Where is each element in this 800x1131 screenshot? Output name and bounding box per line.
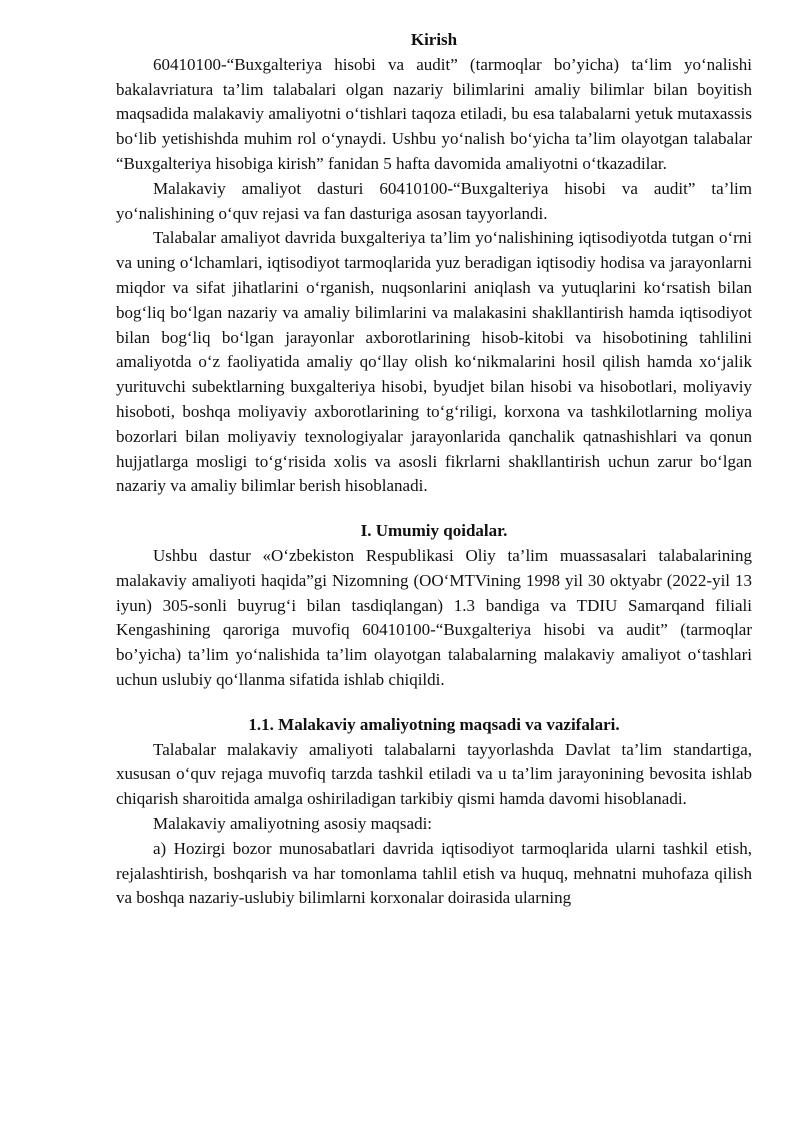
- section-1-1-paragraph-2: Malakaviy amaliyotning asosiy maqsadi:: [153, 813, 433, 833]
- intro-heading: Kirish: [410, 30, 458, 49]
- intro-paragraph-1: 60410100-“Buxgalteriya hisobi va audit” (tarmoqlar bo’yicha) ta‘lim yo‘nalishi bakalavriatura ta’lim talabalari olgan nazariy bilimlarini amaliy bilimlar bilan boyitish maqsadida malakaviy amaliyotni o‘tishlari taqoza etiladi, bu esa talabalarni yetuk mutaxassis bo‘lib yetishishda muhim rol o‘ynaydi. Ushbu yo‘nalish bo‘yicha ta’lim olayotgan talabalar “Buxgalteriya hisobiga kirish” fanidan 5 hafta davomida amaliyotni o‘tkazadilar.: [116, 54, 752, 173]
- document-page: [116, 28, 752, 911]
- section-1-paragraph-1: Ushbu dastur «O‘zbekiston Respublikasi Oliy ta’lim muassasalari talabalarining malakaviy amaliyoti haqida”gi Nizomning (OO‘MTVining 1998 yil 30 oktyabr (2022-yil 13 iyun) 305-sonli buyrug‘i bilan tasdiqlangan) 1.3 bandiga va TDIU Samarqand filiali Kengashining qaroriga muvofiq 60410100-“Buxgalteriya hisobi va audit” (tarmoqlar bo’yicha) ta’lim yo‘nalishida ta’lim olayotgan talabalarning malakaviy amaliyot o‘tashlari uchun uslubiy qo‘llanma sifatida ishlab chiqildi.: [116, 545, 752, 689]
- section-spacer: [116, 693, 752, 713]
- intro-paragraph-3: Talabalar amaliyot davrida buxgalteriya ta’lim yo‘nalishining iqtisodiyotda tutgan o‘rni va uning o‘lchamlari, iqtisodiyot tarmoqlarida yuz beradigan iqtisodiy hodisa va jarayonlarni miqdor va sifat jihatlarini o‘rganish, nuqsonlarini aniqlash va yutuqlarini ko‘rsatish bilan bog‘liq bo‘lgan nazariy va amaliy bilimlarini va malakasini shakllantirish hamda iqtisodiyot bilan bog‘liq bo‘lgan jarayonlar axborotlarining hisob-kitobi va hisobotining tahlilini amaliyotda o‘z faoliyatida amaliy qo‘llay olish ko‘nikmalarini hosil qilish hamda xo‘jalik yurituvchi subektlarning buxgalteriya hisobi, byudjet bilan hisobi va hisobotlari, moliyaviy hisoboti, boshqa moliyaviy axborotlarining to‘g‘riligi, korxona va tashkilotlarning moliya bozorlari bilan moliyaviy texnologiyalar jarayonlarida qanchalik qatnashishlari va qonun hujjatlarga mosligi to‘g‘risida xolis va asosli fikrlarni shakllantirish uchun zarur bo‘lgan nazariy va amaliy bilimlar berish hisoblanadi.: [116, 228, 752, 496]
- section-1-1-paragraph-1: Talabalar malakaviy amaliyoti talabalarni tayyorlashda Davlat ta’lim standartiga, xususan o‘quv rejaga muvofiq tarzda tashkil etiladi va u ta’lim jarayonining bevosita ishlab chiqarish sharoitida amalga oshiriladigan tarkibiy qismi hamda davomi hisoblanadi.: [116, 739, 752, 809]
- section-1-heading: I. Umumiy qoidalar.: [360, 521, 508, 541]
- section-1-1-heading: 1.1. Malakaviy amaliyotning maqsadi va vazifalari.: [248, 714, 620, 734]
- section-1-1-paragraph-3: a) Hozirgi bozor munosabatlari davrida iqtisodiyot tarmoqlarida ularni tashkil etish, rejalashtirish, boshqarish va har tomonlama tahlil etish va huquq, mehnatni muhofaza qilish va boshqa nazariy-uslubiy bilimlarni korxonalar doirasida ularning: [116, 838, 752, 908]
- intro-paragraph-2: Malakaviy amaliyot dasturi 60410100-“Buxgalteriya hisobi va audit” ta’lim yo‘nalishining o‘quv rejasi va fan dasturiga asosan tayyorlandi.: [116, 178, 752, 223]
- section-spacer: [116, 499, 752, 519]
